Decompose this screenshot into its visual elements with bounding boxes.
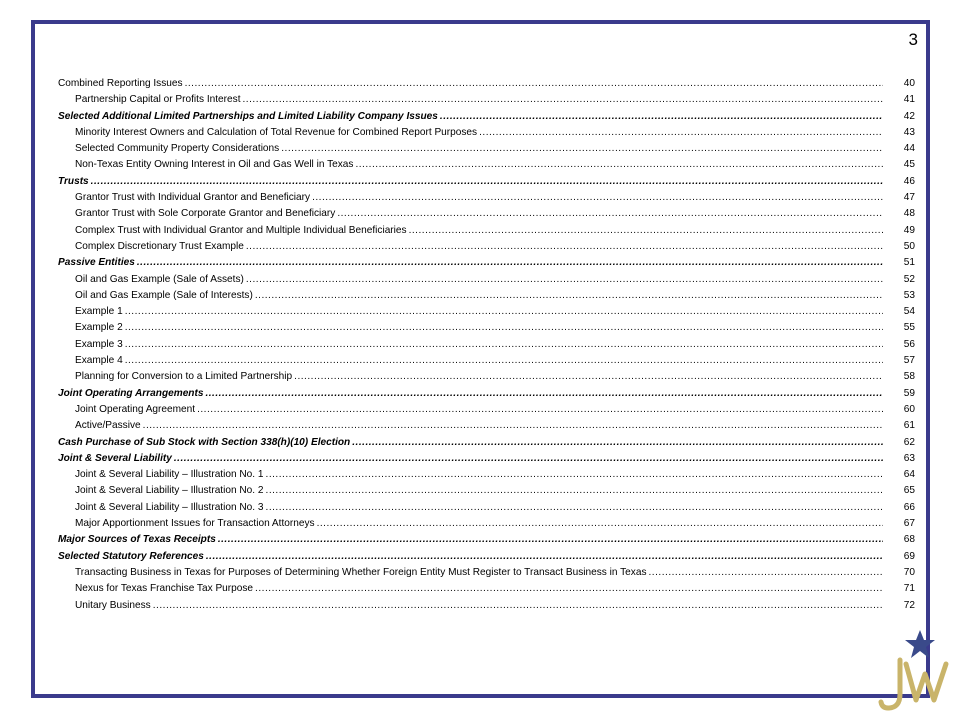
toc-entry-title: Major Sources of Texas Receipts — [58, 534, 216, 546]
toc-entry — [58, 272, 915, 288]
toc-entry — [58, 141, 915, 157]
toc-entry-page: 71 — [903, 583, 915, 595]
toc-entry — [58, 288, 915, 304]
toc-entry — [58, 598, 915, 614]
toc-entry-title: Trusts — [58, 175, 89, 187]
toc-dot-leader — [143, 418, 883, 434]
table-of-contents — [58, 76, 915, 614]
toc-section-heading — [58, 435, 915, 451]
toc-dot-leader — [125, 353, 883, 369]
toc-entry — [58, 125, 915, 141]
toc-entry-page: 45 — [903, 159, 915, 171]
toc-entry — [58, 239, 915, 255]
toc-dot-leader — [317, 516, 883, 532]
toc-entry-page: 56 — [903, 338, 915, 350]
toc-entry — [58, 516, 915, 532]
toc-entry — [58, 565, 915, 581]
toc-entry — [58, 467, 915, 483]
toc-entry-title: Major Apportionment Issues for Transaction Attorneys — [75, 518, 315, 530]
toc-entry — [58, 418, 915, 434]
toc-dot-leader — [125, 320, 883, 336]
toc-dot-leader — [205, 386, 883, 402]
toc-entry-page: 65 — [903, 485, 915, 497]
toc-dot-leader — [125, 304, 883, 320]
toc-entry-page: 72 — [903, 599, 915, 611]
toc-section-heading — [58, 532, 915, 548]
jw-logo — [878, 628, 950, 714]
toc-entry-title: Oil and Gas Example (Sale of Assets) — [75, 273, 244, 285]
toc-entry — [58, 92, 915, 108]
toc-entry — [58, 304, 915, 320]
toc-entry — [58, 190, 915, 206]
toc-entry-page: 58 — [903, 371, 915, 383]
toc-entry — [58, 157, 915, 173]
toc-dot-leader — [337, 206, 883, 222]
toc-entry-page: 61 — [903, 420, 915, 432]
toc-entry-title: Joint & Several Liability – Illustration No. 1 — [75, 469, 264, 481]
toc-entry-page: 60 — [903, 403, 915, 415]
toc-entry-title: Joint Operating Arrangements — [58, 387, 204, 399]
toc-entry-title: Transacting Business in Texas for Purposes of Determining Whether Foreign Entity Must Register to Transact Business in Texas — [75, 566, 647, 578]
toc-entry-title: Active/Passive — [75, 420, 141, 432]
toc-entry-page: 55 — [903, 322, 915, 334]
toc-dot-leader — [266, 483, 883, 499]
toc-entry-title: Planning for Conversion to a Limited Partnership — [75, 371, 293, 383]
toc-entry-title: Example 2 — [75, 322, 123, 334]
toc-entry — [58, 353, 915, 369]
page-number: 3 — [908, 30, 918, 49]
toc-dot-leader — [125, 337, 883, 353]
toc-dot-leader — [255, 288, 883, 304]
toc-dot-leader — [409, 223, 883, 239]
toc-dot-leader — [281, 141, 883, 157]
toc-entry — [58, 483, 915, 499]
toc-entry-title: Joint & Several Liability – Illustration No. 2 — [75, 485, 264, 497]
toc-entry-title: Example 3 — [75, 338, 123, 350]
toc-dot-leader — [266, 467, 883, 483]
toc-entry — [58, 369, 915, 385]
toc-entry-page: 42 — [903, 110, 915, 122]
toc-entry-page: 51 — [903, 257, 915, 269]
toc-entry — [58, 337, 915, 353]
toc-section-heading — [58, 255, 915, 271]
toc-entry-title: Selected Community Property Considerations — [75, 143, 280, 155]
toc-entry-page: 47 — [903, 192, 915, 204]
toc-dot-leader — [137, 255, 883, 271]
toc-entry — [58, 500, 915, 516]
toc-entry-page: 53 — [903, 289, 915, 301]
toc-dot-leader — [246, 272, 883, 288]
toc-dot-leader — [206, 549, 883, 565]
toc-entry-title: Complex Trust with Individual Grantor and Multiple Individual Beneficiaries — [75, 224, 407, 236]
toc-entry-title: Joint & Several Liability – Illustration No. 3 — [75, 501, 264, 513]
toc-section-heading — [58, 386, 915, 402]
toc-entry-page: 70 — [903, 566, 915, 578]
toc-entry-page: 63 — [903, 452, 915, 464]
toc-entry-title: Nexus for Texas Franchise Tax Purpose — [75, 583, 254, 595]
slide-frame — [31, 20, 930, 698]
toc-entry-page: 41 — [903, 94, 915, 106]
toc-entry-page: 49 — [903, 224, 915, 236]
logo-letter-w — [906, 664, 946, 700]
toc-dot-leader — [218, 532, 883, 548]
toc-dot-leader — [440, 109, 883, 125]
toc-entry-page: 68 — [903, 534, 915, 546]
toc-dot-leader — [197, 402, 883, 418]
toc-entry-page: 50 — [903, 240, 915, 252]
toc-dot-leader — [312, 190, 883, 206]
toc-dot-leader — [185, 76, 883, 92]
toc-entry-title: Grantor Trust with Sole Corporate Grantor and Beneficiary — [75, 208, 336, 220]
toc-entry — [58, 402, 915, 418]
toc-dot-leader — [246, 239, 883, 255]
toc-entry-page: 67 — [903, 518, 915, 530]
toc-entry-title: Joint & Several Liability — [58, 452, 172, 464]
toc-entry-title: Selected Additional Limited Partnerships and Limited Liability Company Issues — [58, 110, 438, 122]
toc-dot-leader — [294, 369, 883, 385]
toc-entry-title: Complex Discretionary Trust Example — [75, 240, 244, 252]
toc-entry-title: Selected Statutory References — [58, 550, 204, 562]
toc-section-heading — [58, 549, 915, 565]
toc-dot-leader — [91, 174, 883, 190]
toc-dot-leader — [243, 92, 884, 108]
toc-entry — [58, 206, 915, 222]
toc-entry-title: Combined Reporting Issues — [58, 78, 183, 89]
toc-entry-title: Passive Entities — [58, 257, 135, 269]
toc-entry-page: 62 — [903, 436, 915, 448]
toc-entry-title: Oil and Gas Example (Sale of Interests) — [75, 289, 253, 301]
toc-dot-leader — [479, 125, 883, 141]
toc-entry — [58, 581, 915, 597]
toc-entry-title: Joint Operating Agreement — [75, 403, 196, 415]
toc-entry-title: Partnership Capital or Profits Interest — [75, 94, 241, 106]
toc-entry-page: 40 — [903, 78, 915, 89]
toc-dot-leader — [174, 451, 883, 467]
toc-dot-leader — [266, 500, 883, 516]
toc-entry-page: 46 — [903, 175, 915, 187]
toc-dot-leader — [352, 435, 883, 451]
toc-entry-page: 48 — [903, 208, 915, 220]
toc-entry-page: 43 — [903, 126, 915, 138]
toc-entry — [58, 76, 915, 92]
toc-dot-leader — [153, 598, 883, 614]
toc-section-heading — [58, 109, 915, 125]
toc-entry-title: Non-Texas Entity Owning Interest in Oil and Gas Well in Texas — [75, 159, 354, 171]
toc-entry — [58, 320, 915, 336]
logo-letter-j — [881, 660, 900, 708]
toc-section-heading — [58, 451, 915, 467]
toc-dot-leader — [355, 157, 883, 173]
toc-dot-leader — [649, 565, 884, 581]
toc-entry — [58, 223, 915, 239]
toc-entry-page: 54 — [903, 306, 915, 318]
toc-entry-title: Grantor Trust with Individual Grantor and Beneficiary — [75, 192, 311, 204]
toc-entry-page: 57 — [903, 355, 915, 367]
star-icon — [905, 630, 935, 658]
toc-section-heading — [58, 174, 915, 190]
toc-entry-page: 59 — [903, 387, 915, 399]
toc-entry-page: 69 — [903, 550, 915, 562]
toc-entry-page: 66 — [903, 501, 915, 513]
toc-dot-leader — [255, 581, 883, 597]
toc-entry-title: Minority Interest Owners and Calculation of Total Revenue for Combined Report Purposes — [75, 126, 478, 138]
toc-entry-page: 52 — [903, 273, 915, 285]
toc-entry-title: Example 4 — [75, 355, 123, 367]
toc-entry-page: 64 — [903, 469, 915, 481]
toc-entry-page: 44 — [903, 143, 915, 155]
toc-entry-title: Cash Purchase of Sub Stock with Section 338(h)(10) Election — [58, 436, 351, 448]
toc-entry-title: Unitary Business — [75, 599, 151, 611]
toc-entry-title: Example 1 — [75, 306, 123, 318]
